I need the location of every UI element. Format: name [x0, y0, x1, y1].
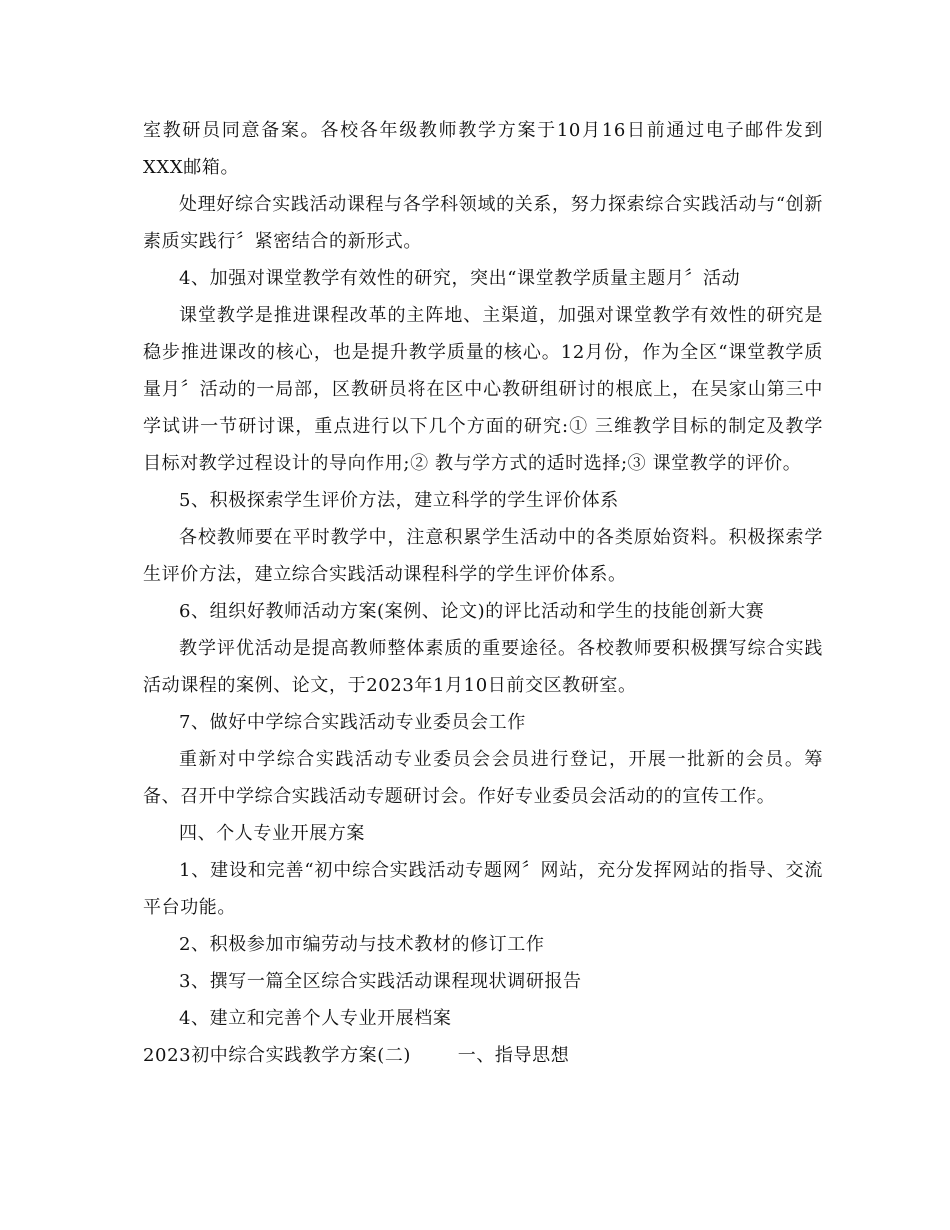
section-heading: 4、加强对课堂教学有效性的研究，突出“课堂教学质量主题月〞活动 — [179, 268, 741, 289]
list-item: 3、撰写一篇全区综合实践活动课程现状调研报告 — [179, 971, 582, 992]
paragraph: 教学评优活动是提高教师整体素质的重要途径。各校教师要积极撰写综合实践活动课程的案例、论文，于2023年1月10日前交区教研室。 — [143, 638, 823, 696]
next-plan-title: 2023初中综合实践教学方案(二) — [143, 1045, 412, 1066]
document-body — [143, 112, 823, 1074]
paragraph: 重新对中学综合实践活动专业委员会会员进行登记，开展一批新的会员。筹备、召开中学综合实践活动专题研讨会。作好专业委员会活动的的宣传工作。 — [143, 749, 823, 807]
next-plan-line — [143, 1037, 823, 1074]
chapter-heading: 四、个人专业开展方案 — [179, 823, 365, 844]
list-item: 4、建立和完善个人专业开展档案 — [179, 1008, 452, 1029]
list-item: 2、积极参加市编劳动与技术教材的修订工作 — [179, 934, 545, 955]
paragraph: 课堂教学是推进课程改革的主阵地、主渠道，加强对课堂教学有效性的研究是稳步推进课改的核心，也是提升教学质量的核心。12月份，作为全区“课堂教学质量月〞活动的一局部，区教研员将在区中心教研组研讨的根底上，在吴家山第三中学试讲一节研讨课，重点进行以下几个方面的研究:① 三维教学目标的制定及教学目标对教学过程设计的导向作用;② 教与学方式的适时选择;③ 课堂教学的评价。 — [143, 305, 823, 474]
next-plan-section: 一、指导思想 — [457, 1045, 570, 1066]
list-item: 1、建设和完善“初中综合实践活动专题网〞网站，充分发挥网站的指导、交流平台功能。 — [143, 860, 823, 918]
section-heading: 7、做好中学综合实践活动专业委员会工作 — [179, 712, 526, 733]
paragraph: 各校教师要在平时教学中，注意积累学生活动中的各类原始资料。积极探索学生评价方法，建立综合实践活动课程科学的学生评价体系。 — [143, 527, 823, 585]
section-heading: 5、积极探索学生评价方法，建立科学的学生评价体系 — [179, 490, 619, 511]
paragraph-continuation: 室教研员同意备案。各校各年级教师教学方案于10月16日前通过电子邮件发到XXX邮箱。 — [143, 120, 823, 178]
section-heading: 6、组织好教师活动方案(案例、论文)的评比活动和学生的技能创新大赛 — [179, 601, 765, 622]
paragraph: 处理好综合实践活动课程与各学科领域的关系，努力探索综合实践活动与“创新素质实践行〞紧密结合的新形式。 — [143, 194, 823, 252]
